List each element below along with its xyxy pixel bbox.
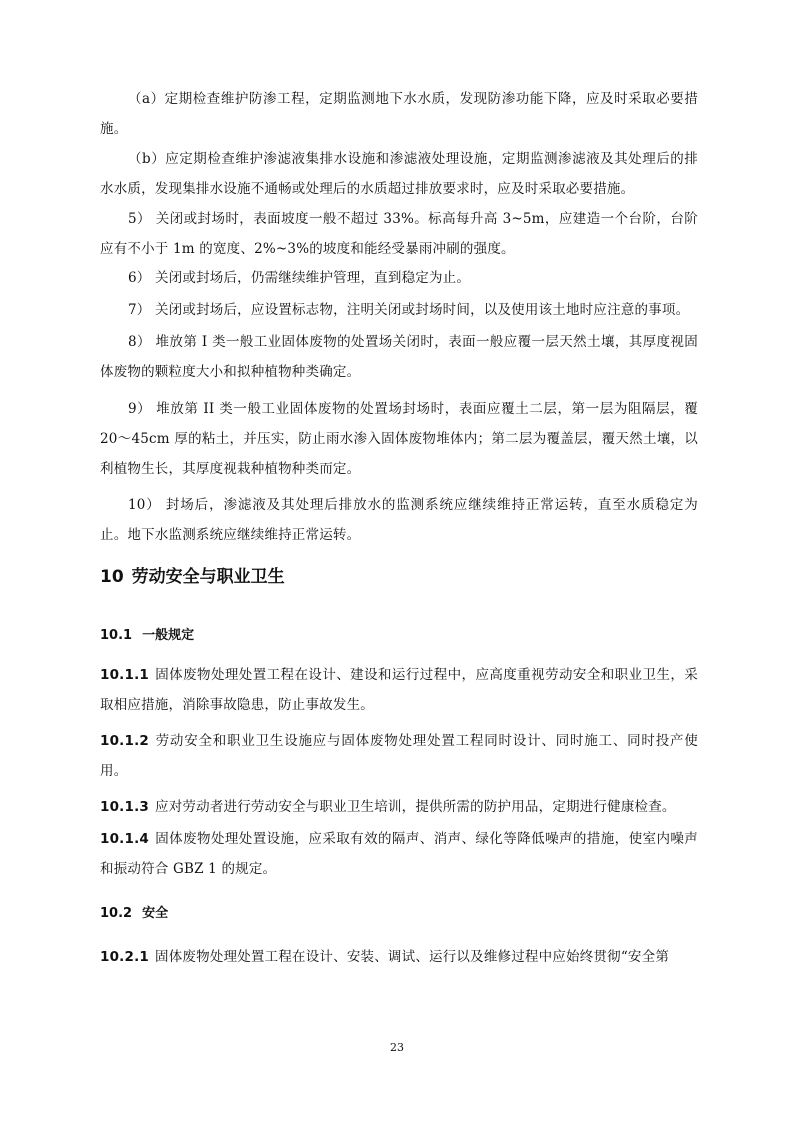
paragraph-item-5: 5） 关闭或封场时，表面坡度一般不超过 33%。标高每升高 3~5m，应建造一个台阶，台阶应有不小于 1m 的宽度、2%~3%的坡度和能经受暴雨冲刷的强度。: [100, 211, 698, 257]
section-heading: [100, 563, 285, 591]
clause-10-2-1: [100, 942, 698, 972]
clause-text: 固体废物处理处置设施，应采取有效的隔声、消声、绿化等降低噪声的措施，使室内噪声和振动符合 GBZ 1 的规定。: [100, 831, 698, 877]
page-number: 23: [390, 1041, 404, 1054]
subsection-heading-10-2: [100, 902, 168, 926]
paragraph-item-8: 8） 堆放第 I 类一般工业固体废物的处置场关闭时，表面一般应覆一层天然土壤，其厚度视固体废物的颗粒度大小和拟种植物种类确定。: [100, 334, 698, 380]
section-number: 10: [100, 567, 124, 587]
clause-label: 10.1.1: [100, 667, 150, 683]
clause-label: 10.1.3: [100, 799, 150, 815]
paragraph-b: （b）应定期检查维护渗滤液集排水设施和渗滤液处理设施，定期监测渗滤液及其处理后的排水水质，发现集排水设施不通畅或处理后的水质超过排放要求时，应及时采取必要措施。: [100, 151, 698, 197]
clause-10-1-1: [100, 660, 698, 720]
clause-label: 10.1.2: [100, 733, 150, 749]
paragraph-a: （a）定期检查维护防渗工程，定期监测地下水水质，发现防渗功能下降，应及时采取必要措施。: [100, 91, 698, 137]
paragraph-item-7: 7） 关闭或封场后，应设置标志物，注明关闭或封场时间，以及使用该土地时应注意的事项。: [128, 302, 690, 318]
clause-text: 固体废物处理处置工程在设计、安装、调试、运行以及维修过程中应始终贯彻“安全第: [155, 949, 670, 965]
clause-text: 劳动安全和职业卫生设施应与固体废物处理处置工程同时设计、同时施工、同时投产使用。: [100, 733, 698, 779]
clause-label: 10.1.4: [100, 831, 150, 847]
subsection-number: 10.1: [100, 628, 133, 643]
paragraph-item-6: 6） 关闭或封场后，仍需继续维护管理，直到稳定为止。: [128, 270, 471, 286]
paragraph-item-10: 10） 封场后，渗滤液及其处理后排放水的监测系统应继续维持正常运转，直至水质稳定为止。地下水监测系统应继续维持正常运转。: [100, 497, 698, 543]
clause-10-1-4: [100, 824, 698, 884]
clause-label: 10.2.1: [100, 949, 150, 965]
subsection-heading-10-1: [100, 624, 194, 648]
subsection-title: 安全: [142, 906, 169, 921]
subsection-number: 10.2: [100, 906, 133, 921]
clause-10-1-3: [100, 792, 698, 822]
clause-10-1-2: [100, 726, 698, 786]
section-title: 劳动安全与职业卫生: [131, 567, 285, 587]
paragraph-item-9: 9） 堆放第 II 类一般工业固体废物的处置场封场时，表面应覆土二层，第一层为阻隔层，覆 20～45cm 厚的粘土，并压实，防止雨水渗入固体废物堆体内；第二层为覆盖层，覆天然土壤，以利植物生长，其厚度视栽种植物种类而定。: [100, 401, 698, 477]
clause-text: 固体废物处理处置工程在设计、建设和运行过程中，应高度重视劳动安全和职业卫生，采取相应措施，消除事故隐患，防止事故发生。: [100, 667, 698, 713]
clause-text: 应对劳动者进行劳动安全与职业卫生培训，提供所需的防护用品，定期进行健康检查。: [155, 799, 676, 815]
subsection-title: 一般规定: [142, 628, 195, 643]
